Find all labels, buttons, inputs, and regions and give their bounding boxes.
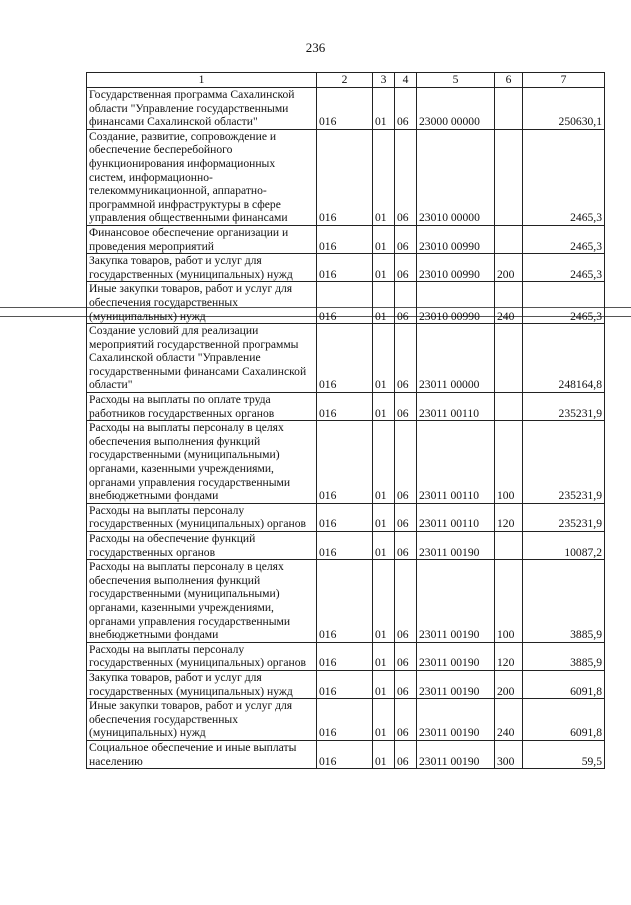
row-section-cell: 01 [373, 254, 395, 282]
row-admin-code-cell: 016 [317, 670, 373, 698]
budget-table [86, 72, 605, 769]
row-target-article-cell: 23010 00000 [417, 129, 495, 225]
row-expense-type-cell: 100 [495, 421, 523, 504]
row-subsection-cell: 06 [395, 532, 417, 560]
row-expense-type-cell [495, 532, 523, 560]
row-subsection-cell: 06 [395, 88, 417, 130]
row-target-article-cell: 23010 00990 [417, 254, 495, 282]
column-header: 1 [87, 73, 317, 88]
row-admin-code-cell: 016 [317, 642, 373, 670]
row-expense-type-cell [495, 393, 523, 421]
column-header: 2 [317, 73, 373, 88]
row-section-cell: 01 [373, 129, 395, 225]
row-section-cell: 01 [373, 503, 395, 531]
row-admin-code-cell: 016 [317, 88, 373, 130]
row-subsection-cell: 06 [395, 254, 417, 282]
row-name-cell: Закупка товаров, работ и услуг для государственных (муниципальных) нужд [87, 670, 317, 698]
row-amount-cell: 2465,3 [523, 225, 605, 253]
row-section-cell: 01 [373, 393, 395, 421]
row-name-cell: Создание условий для реализации мероприятий государственной программы Сахалинской области "Управление государственными финансами Сахалинской области" [87, 324, 317, 393]
row-subsection-cell: 06 [395, 560, 417, 643]
row-amount-cell: 2465,3 [523, 254, 605, 282]
row-name-cell: Закупка товаров, работ и услуг для государственных (муниципальных) нужд [87, 254, 317, 282]
row-expense-type-cell: 120 [495, 503, 523, 531]
row-name-cell: Социальное обеспечение и иные выплаты населению [87, 740, 317, 768]
table-row [87, 670, 605, 698]
row-subsection-cell: 06 [395, 129, 417, 225]
row-amount-cell: 3885,9 [523, 642, 605, 670]
row-section-cell: 01 [373, 532, 395, 560]
table-row [87, 88, 605, 130]
row-admin-code-cell: 016 [317, 324, 373, 393]
row-admin-code-cell: 016 [317, 282, 373, 324]
row-subsection-cell: 06 [395, 282, 417, 324]
row-amount-cell: 6091,8 [523, 670, 605, 698]
row-amount-cell: 3885,9 [523, 560, 605, 643]
table-row [87, 503, 605, 531]
row-admin-code-cell: 016 [317, 560, 373, 643]
column-header: 6 [495, 73, 523, 88]
row-expense-type-cell [495, 129, 523, 225]
row-amount-cell: 59,5 [523, 740, 605, 768]
table-row [87, 699, 605, 741]
table-row [87, 740, 605, 768]
row-subsection-cell: 06 [395, 503, 417, 531]
row-target-article-cell: 23010 00990 [417, 282, 495, 324]
row-admin-code-cell: 016 [317, 254, 373, 282]
table-row [87, 324, 605, 393]
row-amount-cell: 2465,3 [523, 129, 605, 225]
row-expense-type-cell [495, 88, 523, 130]
row-target-article-cell: 23011 00110 [417, 503, 495, 531]
row-subsection-cell: 06 [395, 324, 417, 393]
row-expense-type-cell: 100 [495, 560, 523, 643]
row-subsection-cell: 06 [395, 699, 417, 741]
row-expense-type-cell: 200 [495, 254, 523, 282]
row-admin-code-cell: 016 [317, 393, 373, 421]
table-row [87, 532, 605, 560]
column-header: 5 [417, 73, 495, 88]
row-expense-type-cell [495, 324, 523, 393]
table-row [87, 254, 605, 282]
column-header: 7 [523, 73, 605, 88]
row-expense-type-cell: 300 [495, 740, 523, 768]
row-name-cell: Государственная программа Сахалинской области "Управление государственными финансами Сахалинской области" [87, 88, 317, 130]
row-name-cell: Финансовое обеспечение организации и проведения мероприятий [87, 225, 317, 253]
row-section-cell: 01 [373, 225, 395, 253]
row-amount-cell: 250630,1 [523, 88, 605, 130]
row-target-article-cell: 23011 00190 [417, 532, 495, 560]
row-name-cell: Расходы на выплаты персоналу государственных (муниципальных) органов [87, 503, 317, 531]
row-section-cell: 01 [373, 282, 395, 324]
row-subsection-cell: 06 [395, 393, 417, 421]
table-row [87, 560, 605, 643]
row-subsection-cell: 06 [395, 642, 417, 670]
row-target-article-cell: 23011 00190 [417, 560, 495, 643]
row-expense-type-cell: 240 [495, 282, 523, 324]
table-row [87, 421, 605, 504]
page-number: 236 [305, 40, 326, 55]
row-subsection-cell: 06 [395, 670, 417, 698]
row-amount-cell: 235231,9 [523, 421, 605, 504]
row-subsection-cell: 06 [395, 225, 417, 253]
row-name-cell: Расходы на выплаты персоналу в целях обеспечения выполнения функций государственными (муниципальными) органами, казенными учреждениями, органами управления государственными внебюджетными фондами [87, 421, 317, 504]
row-target-article-cell: 23011 00190 [417, 670, 495, 698]
row-target-article-cell: 23000 00000 [417, 88, 495, 130]
row-admin-code-cell: 016 [317, 740, 373, 768]
column-header: 4 [395, 73, 417, 88]
row-name-cell: Иные закупки товаров, работ и услуг для обеспечения государственных (муниципальных) нужд [87, 699, 317, 741]
row-section-cell: 01 [373, 421, 395, 504]
row-target-article-cell: 23010 00990 [417, 225, 495, 253]
column-header: 3 [373, 73, 395, 88]
table-row [87, 129, 605, 225]
row-amount-cell: 6091,8 [523, 699, 605, 741]
row-admin-code-cell: 016 [317, 129, 373, 225]
row-target-article-cell: 23011 00000 [417, 324, 495, 393]
row-target-article-cell: 23011 00110 [417, 421, 495, 504]
row-admin-code-cell: 016 [317, 532, 373, 560]
row-target-article-cell: 23011 00190 [417, 740, 495, 768]
row-amount-cell: 10087,2 [523, 532, 605, 560]
row-target-article-cell: 23011 00190 [417, 699, 495, 741]
row-amount-cell: 235231,9 [523, 503, 605, 531]
row-section-cell: 01 [373, 699, 395, 741]
row-name-cell: Расходы на выплаты по оплате труда работников государственных органов [87, 393, 317, 421]
row-subsection-cell: 06 [395, 740, 417, 768]
row-section-cell: 01 [373, 88, 395, 130]
row-section-cell: 01 [373, 740, 395, 768]
row-expense-type-cell [495, 225, 523, 253]
table-row [87, 393, 605, 421]
row-target-article-cell: 23011 00110 [417, 393, 495, 421]
row-section-cell: 01 [373, 642, 395, 670]
row-admin-code-cell: 016 [317, 225, 373, 253]
row-amount-cell: 248164,8 [523, 324, 605, 393]
row-name-cell: Иные закупки товаров, работ и услуг для обеспечения государственных (муниципальных) нужд [87, 282, 317, 324]
row-admin-code-cell: 016 [317, 699, 373, 741]
row-target-article-cell: 23011 00190 [417, 642, 495, 670]
row-section-cell: 01 [373, 324, 395, 393]
row-subsection-cell: 06 [395, 421, 417, 504]
table-header-row [87, 73, 605, 88]
row-expense-type-cell: 120 [495, 642, 523, 670]
row-amount-cell: 235231,9 [523, 393, 605, 421]
row-section-cell: 01 [373, 560, 395, 643]
row-name-cell: Создание, развитие, сопровождение и обеспечение бесперебойного функционирования информационных систем, информационно-телекоммуникационной, аппаратно-программной инфраструктуры в сфере управления общественными финансами [87, 129, 317, 225]
row-name-cell: Расходы на выплаты персоналу в целях обеспечения выполнения функций государственными (муниципальными) органами, казенными учреждениями, органами управления государственными внебюджетными фондами [87, 560, 317, 643]
row-expense-type-cell: 240 [495, 699, 523, 741]
table-row [87, 282, 605, 324]
row-amount-cell: 2465,3 [523, 282, 605, 324]
row-expense-type-cell: 200 [495, 670, 523, 698]
row-name-cell: Расходы на выплаты персоналу государственных (муниципальных) органов [87, 642, 317, 670]
row-admin-code-cell: 016 [317, 421, 373, 504]
table-row [87, 642, 605, 670]
table-row [87, 225, 605, 253]
row-name-cell: Расходы на обеспечение функций государственных органов [87, 532, 317, 560]
row-section-cell: 01 [373, 670, 395, 698]
row-admin-code-cell: 016 [317, 503, 373, 531]
